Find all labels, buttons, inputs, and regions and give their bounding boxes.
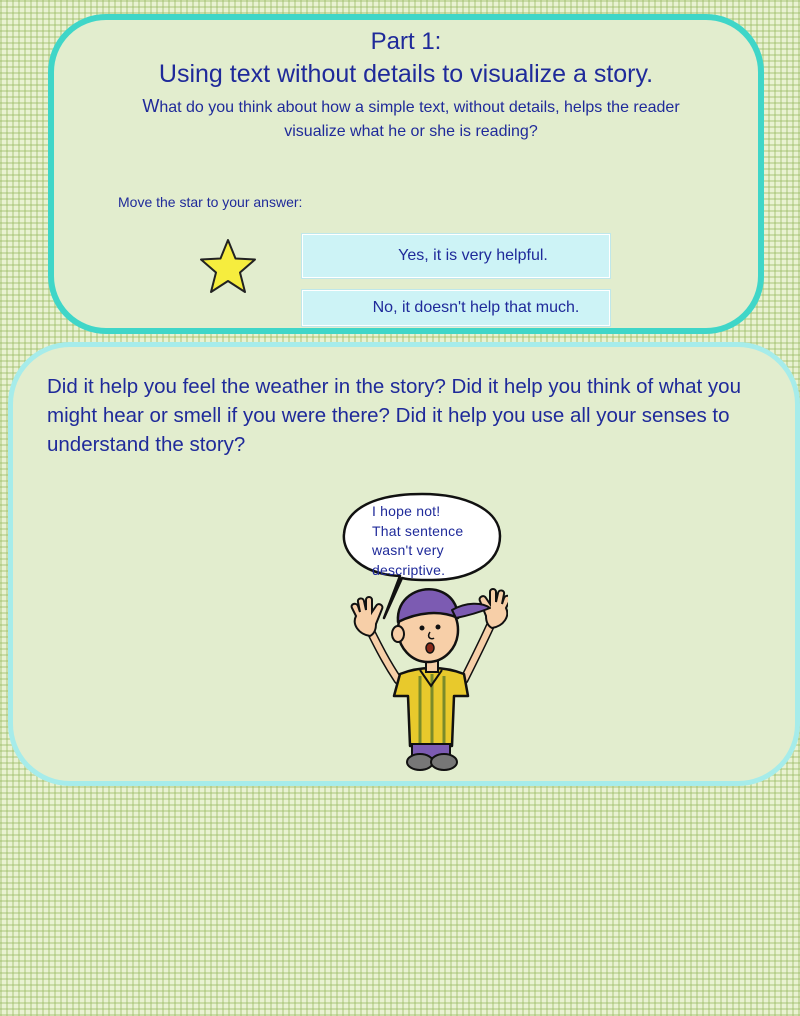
- answer-no-button[interactable]: [302, 290, 610, 326]
- answer-no-label: No, it doesn't help that much.: [372, 299, 580, 316]
- question-first-letter: W: [142, 96, 160, 116]
- part1-panel: [48, 14, 764, 334]
- speech-bubble-text: [372, 502, 492, 580]
- speech-line: wasn't very: [372, 542, 444, 558]
- part1-subtitle: Using text without details to visualize a story.: [158, 60, 654, 88]
- answer-yes-button[interactable]: [302, 234, 610, 278]
- answer-yes-label: Yes, it is very helpful.: [398, 247, 548, 264]
- star-icon[interactable]: [198, 237, 258, 295]
- speech-line: I hope not!: [372, 503, 441, 519]
- instruction-text: Move the star to your answer:: [118, 194, 303, 210]
- question-line2: visualize what he or she is reading?: [284, 123, 538, 140]
- speech-line: descriptive.: [372, 561, 446, 578]
- speech-line: That sentence: [372, 522, 464, 539]
- part1-title: Part 1:: [370, 28, 442, 55]
- question-line1: hat do you think about how a simple text, without details, helps the reader: [159, 99, 680, 116]
- part1-question: [94, 94, 728, 144]
- part2-question-text: Did it help you feel the weather in the story? Did it help you think of what you might hear or smell if you were there? Did it help you use all your senses to understand the story?: [47, 375, 741, 456]
